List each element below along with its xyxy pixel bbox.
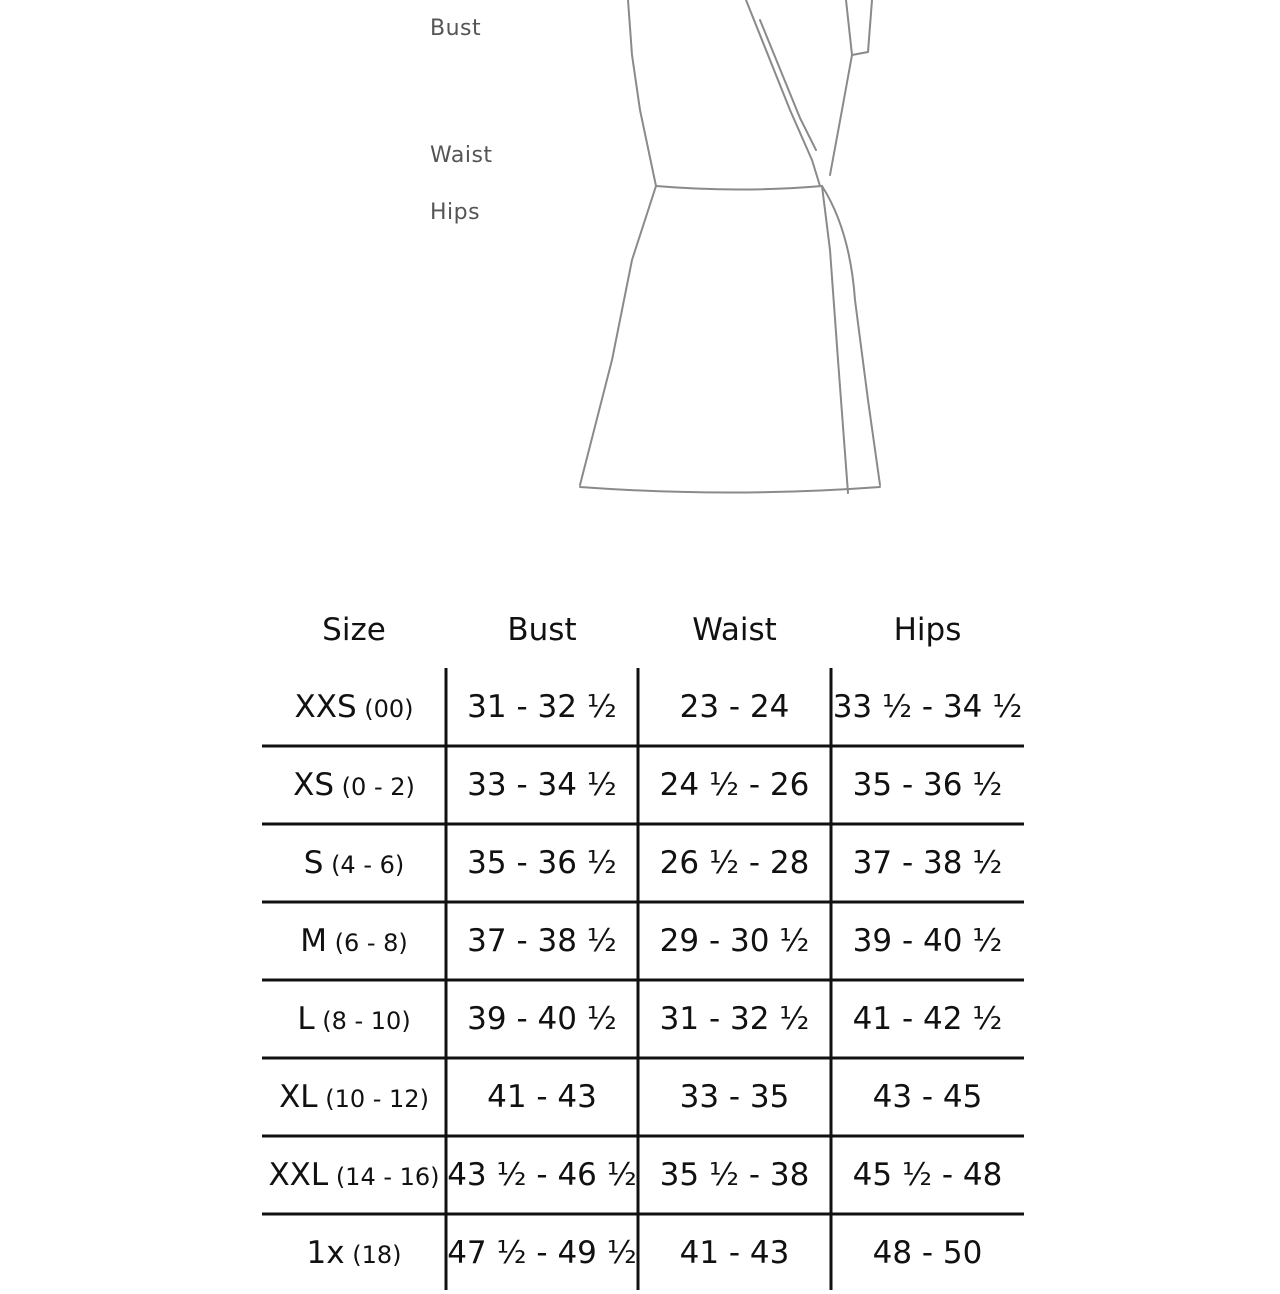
hips-cell: 41 - 42 ½ [852, 1001, 1003, 1037]
header-bust: Bust [507, 612, 577, 648]
hips-label: Hips [430, 200, 481, 225]
size-number: (10 - 12) [317, 1085, 429, 1113]
waist-cell: 35 ½ - 38 [659, 1157, 810, 1193]
bust-cell: 41 - 43 [487, 1079, 597, 1115]
waist-cell: 23 - 24 [679, 689, 790, 725]
waist-cell: 29 - 30 ½ [659, 923, 810, 959]
size-number: (4 - 6) [323, 851, 405, 879]
waist-cell: 24 ½ - 26 [659, 767, 810, 803]
bodice-left-line [628, 0, 656, 186]
header-hips: Hips [893, 612, 962, 648]
waist-seam [656, 186, 822, 190]
bust-cell: 31 - 32 ½ [467, 689, 617, 725]
size-letter: L [297, 1001, 315, 1037]
hips-cell: 33 ½ - 34 ½ [832, 689, 1023, 725]
size-letter: XL [279, 1079, 318, 1115]
size-number: (8 - 10) [314, 1007, 411, 1035]
wrap-inner-line [760, 20, 816, 150]
table-gridlines [262, 600, 1024, 1290]
header-waist: Waist [692, 612, 777, 648]
bust-cell: 39 - 40 ½ [467, 1001, 617, 1037]
bust-cell: 47 ½ - 49 ½ [447, 1235, 637, 1271]
hips-cell: 39 - 40 ½ [852, 923, 1003, 959]
bodice-right-line [846, 0, 872, 55]
waist-label: Waist [430, 143, 493, 168]
size-number: (00) [356, 695, 414, 723]
size-number: (18) [344, 1241, 402, 1269]
header-size: Size [322, 612, 386, 648]
wrap-dress-outline [0, 0, 1280, 540]
wrap-neckline [746, 0, 820, 186]
size-letter: XXL [268, 1157, 329, 1193]
size-letter: S [303, 845, 324, 881]
bust-label: Bust [430, 16, 482, 41]
waist-cell: 31 - 32 ½ [659, 1001, 810, 1037]
waist-cell: 26 ½ - 28 [659, 845, 810, 881]
bust-cell: 35 - 36 ½ [467, 845, 617, 881]
size-letter: 1x [306, 1235, 345, 1271]
size-number: (0 - 2) [334, 773, 415, 801]
size-letter: XXS [294, 689, 357, 725]
skirt-hem [580, 487, 880, 493]
hips-cell: 37 - 38 ½ [852, 845, 1003, 881]
bust-cell: 43 ½ - 46 ½ [447, 1157, 637, 1193]
bust-cell: 33 - 34 ½ [467, 767, 617, 803]
waist-cell: 41 - 43 [679, 1235, 790, 1271]
dress-diagram [0, 0, 1280, 540]
hips-cell: 45 ½ - 48 [852, 1157, 1003, 1193]
bodice-right-side [830, 55, 852, 175]
skirt-right [822, 186, 880, 485]
size-letter: M [300, 923, 327, 959]
size-letter: XS [293, 767, 335, 803]
skirt-wrap-overlap [822, 186, 848, 493]
bust-cell: 37 - 38 ½ [467, 923, 617, 959]
size-number: (14 - 16) [328, 1163, 440, 1191]
hips-cell: 35 - 36 ½ [852, 767, 1003, 803]
hips-cell: 48 - 50 [872, 1235, 983, 1271]
waist-cell: 33 - 35 [679, 1079, 790, 1115]
skirt-left [580, 186, 656, 485]
size-number: (6 - 8) [326, 929, 408, 957]
hips-cell: 43 - 45 [872, 1079, 983, 1115]
